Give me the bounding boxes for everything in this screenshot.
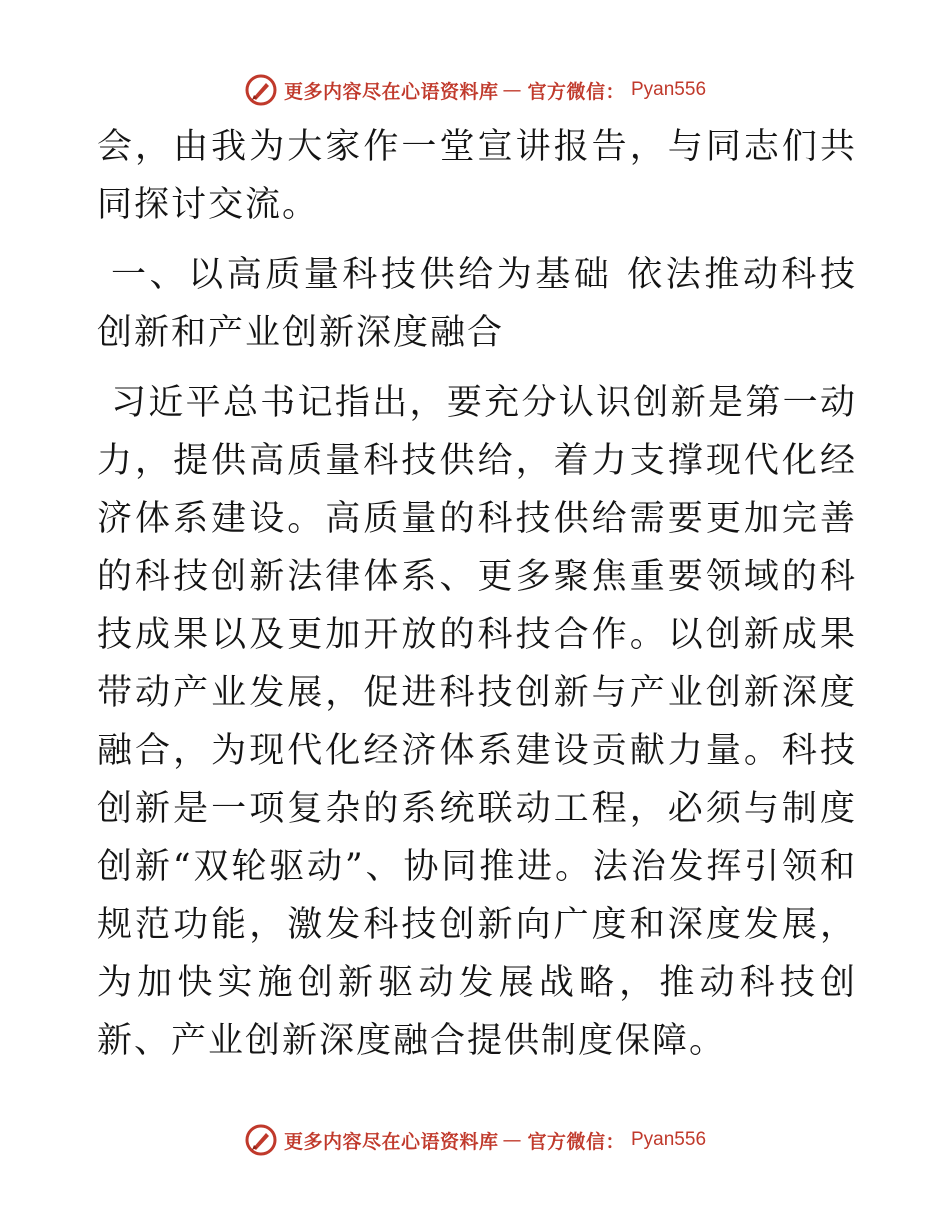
watermark-text: 更多内容尽在心语资料库 bbox=[283, 1130, 499, 1153]
section-heading: 一、以高质量科技供给为基础 依法推动科技创新和产业创新深度融合 bbox=[97, 255, 857, 353]
continuation-paragraph: 会，由我为大家作一堂宣讲报告，与同志们共同探讨交流。 bbox=[97, 127, 857, 225]
watermark-wechat-label: 官方微信： bbox=[527, 80, 625, 103]
document-body bbox=[97, 118, 857, 1070]
watermark-wechat-label: 官方微信： bbox=[527, 1130, 625, 1153]
pen-logo-icon bbox=[244, 73, 278, 107]
pen-logo-icon bbox=[244, 1123, 278, 1157]
watermark-wechat-id: Pyan556 bbox=[631, 79, 707, 100]
footer-watermark bbox=[0, 1120, 950, 1160]
watermark-text: 更多内容尽在心语资料库 bbox=[283, 80, 499, 103]
watermark-wechat-id: Pyan556 bbox=[631, 1129, 707, 1150]
watermark-separator: — bbox=[502, 79, 522, 101]
watermark-separator: — bbox=[502, 1129, 522, 1151]
header-watermark bbox=[0, 70, 950, 110]
body-paragraph: 习近平总书记指出，要充分认识创新是第一动力，提供高质量科技供给，着力支撑现代化经济体系建设。高质量的科技供给需要更加完善的科技创新法律体系、更多聚焦重要领域的科技成果以及更加开放的科技合作。以创新成果带动产业发展，促进科技创新与产业创新深度融合，为现代化经济体系建设贡献力量。科技创新是一项复杂的系统联动工程，必须与制度创新“双轮驱动”、协同推进。法治发挥引领和规范功能，激发科技创新向广度和深度发展，为加快实施创新驱动发展战略，推动科技创新、产业创新深度融合提供制度保障。 bbox=[97, 383, 857, 1061]
